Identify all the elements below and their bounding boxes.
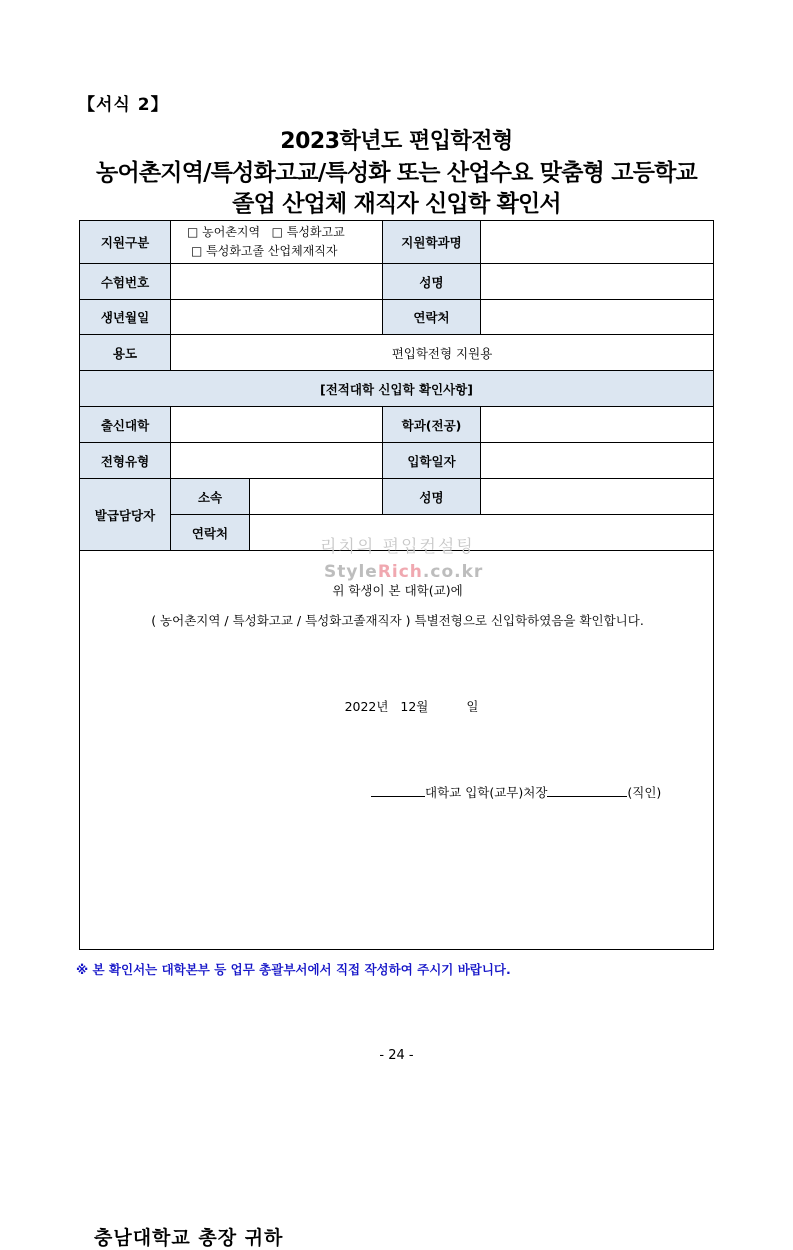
prev-university-field[interactable]	[170, 406, 383, 443]
issuer-contact-field[interactable]	[249, 514, 714, 551]
admission-type-label: 전형유형	[79, 442, 171, 479]
watermark-part-b: Rich	[377, 562, 423, 582]
contact-label: 연락처	[382, 299, 481, 335]
body-line-1: 위 학생이 본 대학(교)에	[332, 583, 463, 598]
watermark-line-1: 리치의 편입컨설팅	[320, 537, 475, 557]
date-month: 12월	[400, 699, 429, 714]
body-line-2: ( 농어촌지역 / 특성화고교 / 특성화고졸재직자 ) 특별전형으로 신입학하였음을 확인합니다.	[151, 613, 644, 628]
name-label: 성명	[382, 263, 481, 300]
title-line-3: 졸업 산업체 재직자 신입학 확인서	[232, 191, 561, 217]
admission-date-label: 입학일자	[382, 442, 481, 479]
issuer-name-label: 성명	[382, 478, 481, 515]
issuer-contact-label: 연락처	[170, 514, 250, 551]
affiliation-label: 소속	[170, 478, 250, 515]
date-year: 2022년	[344, 699, 389, 714]
issuer-label: 발급담당자	[79, 478, 171, 551]
application-type-options	[170, 220, 383, 264]
title-line-2: 농어촌지역/특성화고교/특성화 또는 산업수요 맞춤형 고등학교	[96, 160, 697, 186]
name-blank[interactable]	[547, 784, 627, 797]
admission-type-field[interactable]	[170, 442, 383, 479]
department-field[interactable]	[480, 220, 714, 264]
signature-line	[371, 783, 661, 801]
application-type-label: 지원구분	[79, 220, 171, 264]
admission-date-field[interactable]	[480, 442, 714, 479]
recipient: 충남대학교 총장 귀하	[94, 1227, 284, 1249]
watermark-part-a: Style	[324, 562, 378, 582]
contact-field[interactable]	[480, 299, 714, 335]
section-header: [전적대학 신입학 확인사항]	[79, 370, 714, 407]
university-blank[interactable]	[371, 784, 425, 797]
signature-title: 대학교 입학(교무)처장	[425, 785, 548, 800]
major-label: 학과(전공)	[382, 406, 481, 443]
issue-date	[80, 697, 715, 715]
department-label: 지원학과명	[382, 220, 481, 264]
seal-label: (직인)	[627, 785, 662, 800]
form-label: 【서식 2】	[78, 95, 169, 115]
exam-number-field[interactable]	[170, 263, 383, 300]
watermark-part-c: .co.kr	[422, 562, 484, 582]
title-line-1: 2023학년도 편입학전형	[280, 129, 513, 154]
birthdate-label: 생년월일	[79, 299, 171, 335]
major-field[interactable]	[480, 406, 714, 443]
date-day: 일	[466, 699, 479, 714]
option-worker-checkbox[interactable]: □ 특성화고졸 산업체재직자	[191, 244, 338, 258]
birthdate-field[interactable]	[170, 299, 383, 335]
option-specialized-checkbox[interactable]: □ 특성화고교	[271, 225, 345, 239]
issuer-name-field[interactable]	[480, 478, 714, 515]
option-rural-checkbox[interactable]: □ 농어촌지역	[187, 225, 261, 239]
purpose-label: 용도	[79, 334, 171, 371]
watermark-line-2	[324, 562, 483, 582]
prev-university-label: 출신대학	[79, 406, 171, 443]
page-number: - 24 -	[379, 1048, 414, 1063]
footer-note: ※ 본 확인서는 대학본부 등 업무 총괄부서에서 직접 작성하여 주시기 바랍니다.	[76, 962, 511, 977]
name-field[interactable]	[480, 263, 714, 300]
exam-number-label: 수험번호	[79, 263, 171, 300]
purpose-value: 편입학전형 지원용	[170, 334, 714, 371]
affiliation-field[interactable]	[249, 478, 383, 515]
